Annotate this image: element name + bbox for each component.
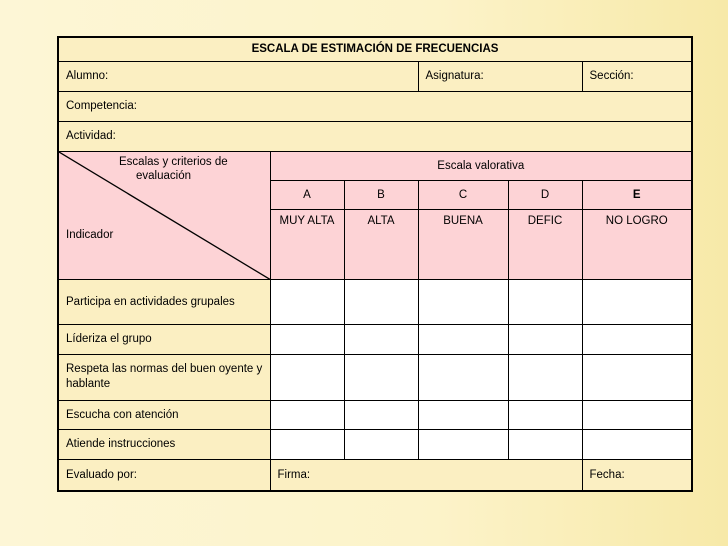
rating-cell-a[interactable] <box>270 279 344 324</box>
rating-cell-b[interactable] <box>344 400 418 429</box>
firma-field[interactable]: Firma: <box>270 459 582 491</box>
competencia-field[interactable]: Competencia: <box>58 91 692 121</box>
rating-cell-a[interactable] <box>270 324 344 354</box>
level-defic: DEFIC <box>508 209 582 279</box>
evaluation-sheet <box>57 36 691 497</box>
rating-cell-e[interactable] <box>582 354 692 400</box>
rating-cell-c[interactable] <box>418 429 508 459</box>
rating-cell-a[interactable] <box>270 400 344 429</box>
rating-cell-a[interactable] <box>270 354 344 400</box>
rating-cell-d[interactable] <box>508 279 582 324</box>
rating-cell-d[interactable] <box>508 354 582 400</box>
indicator-row-label: Atiende instrucciones <box>58 429 270 459</box>
evaluado-por-field[interactable]: Evaluado por: <box>58 459 270 491</box>
scale-letter-a: A <box>270 180 344 209</box>
indicator-header: Indicador <box>66 228 114 241</box>
scale-letter-e: E <box>582 180 692 209</box>
rating-cell-b[interactable] <box>344 324 418 354</box>
rating-cell-d[interactable] <box>508 400 582 429</box>
rating-cell-c[interactable] <box>418 400 508 429</box>
indicator-row-label: Líderiza el grupo <box>58 324 270 354</box>
fecha-field[interactable]: Fecha: <box>582 459 692 491</box>
level-alta: ALTA <box>344 209 418 279</box>
sheet-title: ESCALA DE ESTIMACIÓN DE FRECUENCIAS <box>58 37 692 61</box>
rating-cell-a[interactable] <box>270 429 344 459</box>
level-buena: BUENA <box>418 209 508 279</box>
scale-letter-c: C <box>418 180 508 209</box>
alumno-field[interactable]: Alumno: <box>58 61 418 91</box>
rating-cell-c[interactable] <box>418 354 508 400</box>
rating-cell-b[interactable] <box>344 279 418 324</box>
scale-letter-b: B <box>344 180 418 209</box>
level-muy-alta: MUY ALTA <box>270 209 344 279</box>
diagonal-header-cell <box>58 151 270 279</box>
rating-cell-e[interactable] <box>582 324 692 354</box>
asignatura-field[interactable]: Asignatura: <box>418 61 582 91</box>
indicator-row-label: Escucha con atención <box>58 400 270 429</box>
rating-cell-e[interactable] <box>582 400 692 429</box>
frequency-scale-table <box>57 36 693 492</box>
rating-cell-b[interactable] <box>344 354 418 400</box>
level-no-logro: NO LOGRO <box>582 209 692 279</box>
indicator-row-label: Respeta las normas del buen oyente y hablante <box>58 354 270 400</box>
rating-cell-d[interactable] <box>508 324 582 354</box>
scale-letter-d: D <box>508 180 582 209</box>
rating-cell-d[interactable] <box>508 429 582 459</box>
rating-cell-e[interactable] <box>582 429 692 459</box>
indicator-row-label: Participa en actividades grupales <box>58 279 270 324</box>
rating-cell-b[interactable] <box>344 429 418 459</box>
actividad-field[interactable]: Actividad: <box>58 121 692 151</box>
seccion-field[interactable]: Sección: <box>582 61 692 91</box>
rating-cell-e[interactable] <box>582 279 692 324</box>
rating-cell-c[interactable] <box>418 324 508 354</box>
rating-cell-c[interactable] <box>418 279 508 324</box>
scales-criteria-label: Escalas y criterios de evaluación <box>119 155 228 182</box>
scale-title: Escala valorativa <box>270 151 692 180</box>
